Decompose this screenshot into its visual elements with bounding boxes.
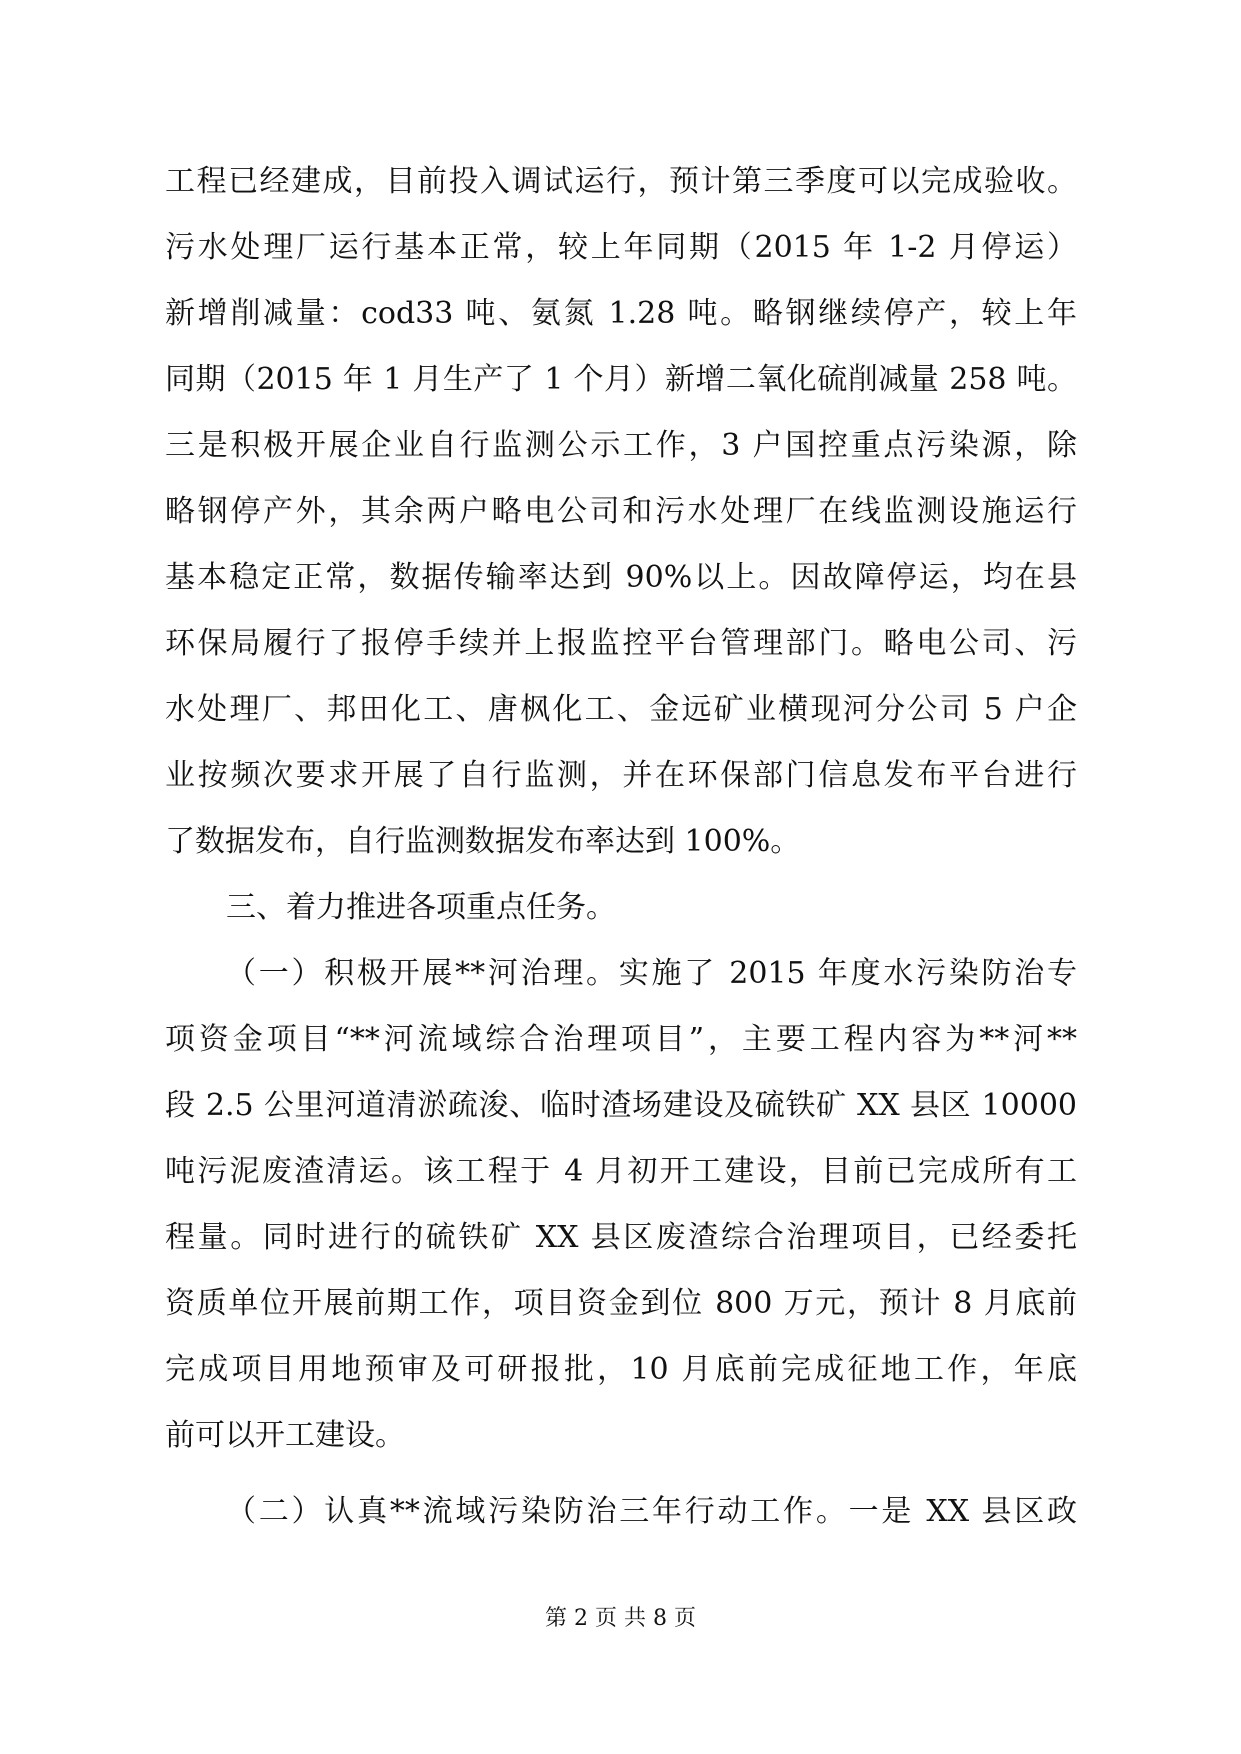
body-line: 资质单位开展前期工作，项目资金到位 800 万元，预计 8 月底前: [165, 1286, 1077, 1321]
body-line: 略钢停产外，其余两户略电公司和污水处理厂在线监测设施运行: [165, 494, 1077, 529]
page-number-footer: 第 2 页 共 8 页: [545, 1606, 696, 1631]
body-line: 项资金项目“**河流域综合治理项目”，主要工程内容为**河**: [165, 1022, 1077, 1057]
body-line: 工程已经建成，目前投入调试运行，预计第三季度可以完成验收。: [165, 164, 1077, 199]
body-line: 了数据发布，自行监测数据发布率达到 100%。: [165, 824, 801, 859]
body-line: （二）认真**流域污染防治三年行动工作。一是 XX 县区政: [226, 1494, 1077, 1529]
body-line: 段 2.5 公里河道清淤疏浚、临时渣场建设及硫铁矿 XX 县区 10000: [165, 1088, 1077, 1123]
body-line: （一）积极开展**河治理。实施了 2015 年度水污染防治专: [226, 956, 1077, 991]
body-line: 吨污泥废渣清运。该工程于 4 月初开工建设，目前已完成所有工: [165, 1154, 1077, 1189]
section-heading: 三、着力推进各项重点任务。: [226, 890, 616, 925]
body-line: 水处理厂、邦田化工、唐枫化工、金远矿业横现河分公司 5 户企: [165, 692, 1077, 727]
body-line: 业按频次要求开展了自行监测，并在环保部门信息发布平台进行: [165, 758, 1077, 793]
body-line: 基本稳定正常，数据传输率达到 90%以上。因故障停运，均在县: [165, 560, 1077, 595]
body-line: 环保局履行了报停手续并上报监控平台管理部门。略电公司、污: [165, 626, 1077, 661]
body-line: 新增削减量：cod33 吨、氨氮 1.28 吨。略钢继续停产，较上年: [165, 296, 1077, 331]
body-line: 同期（2015 年 1 月生产了 1 个月）新增二氧化硫削减量 258 吨。: [165, 362, 1077, 397]
body-line: 三是积极开展企业自行监测公示工作，3 户国控重点污染源，除: [165, 428, 1077, 463]
body-line: 污水处理厂运行基本正常，较上年同期（2015 年 1-2 月停运）: [165, 230, 1077, 265]
body-line: 前可以开工建设。: [165, 1418, 405, 1453]
body-line: 程量。同时进行的硫铁矿 XX 县区废渣综合治理项目，已经委托: [165, 1220, 1077, 1255]
body-line: 完成项目用地预审及可研报批，10 月底前完成征地工作，年底: [165, 1352, 1077, 1387]
